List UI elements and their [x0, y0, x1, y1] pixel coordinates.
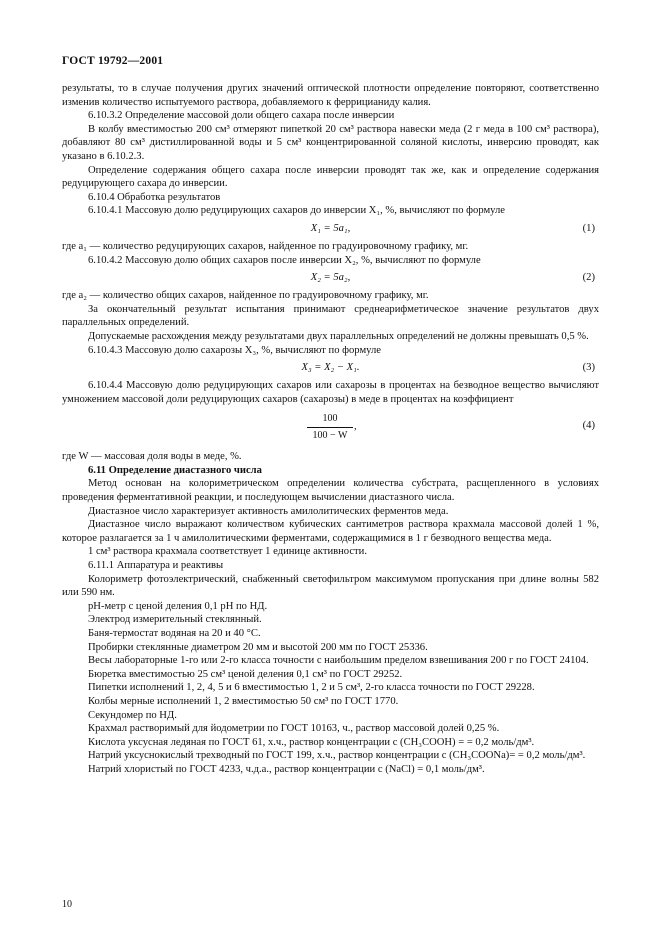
page-number: 10 [62, 899, 72, 910]
list-item: Колориметр фотоэлектрический, снабженный светофильтром максимумом пропускания при длине волны 582 или 590 нм. [62, 573, 599, 599]
list-item: Пипетки исполнений 1, 2, 4, 5 и 6 вместимостью 1, 2 и 5 см³, 2-го класса точности по ГОСТ 29228. [88, 682, 535, 694]
list-item: Натрий уксуснокислый трехводный по ГОСТ 199, х.ч., раствор концентрации c (CH₃COONa)= = 0,2 моль/дм³. [88, 750, 586, 762]
list-item: Баня-термостат водяная на 20 и 40 °С. [88, 628, 261, 639]
paragraph: 1 см³ раствора крахмала соответствует 1 единице активности. [88, 546, 367, 558]
subsection-heading: 6.10.4 Обработка результатов [88, 191, 221, 203]
subsection-heading: 6.11.1 Аппаратура и реактивы [88, 560, 224, 572]
fraction-denominator: 100 − W [312, 429, 348, 441]
formula-tail: , [354, 421, 357, 433]
formula-expression: X₂ = 5a₂, [310, 272, 351, 284]
list-item: Пробирки стеклянные диаметром 20 мм и высотой 200 мм по ГОСТ 25336. [88, 641, 428, 653]
paragraph: Определение содержания общего сахара после инверсии проводят так же, как и определение содержания редуцирующего сахара до инверсии. [62, 164, 599, 190]
paragraph: Диастазное число выражают количеством кубических сантиметров раствора крахмала массовой долей 1 %, которое разлагается за 1 ч амилолитическими ферментами, содержащимися в 1 г безводного вещества меда. [62, 519, 599, 544]
formula-3 [62, 357, 599, 379]
paragraph: Допускаемые расхождения между результатами двух параллельных определений не должны превышать 0,5 %. [88, 330, 589, 342]
paragraph: результаты, то в случае получения других значений оптической плотности определение повторяют, соответственно изменив количество испытуемого раствора, добавляемого к феррицианиду калия. [62, 83, 599, 108]
paragraph: Диастазное число характеризует активность амилолитических ферментов меда. [88, 505, 449, 517]
page-header-title: ГОСТ 19792—2001 [62, 55, 164, 67]
list-item: pH-метр с ценой деления 0,1 pH по НД. [88, 600, 268, 612]
list-item: Весы лабораторные 1-го или 2-го класса точности с наибольшим пределом взвешивания 200 г по ГОСТ 24104. [88, 655, 589, 667]
list-item: Крахмал растворимый для йодометрии по ГОСТ 10163, ч., раствор массовой долей 0,25 %. [88, 723, 500, 735]
paragraph: 6.10.4.1 Массовую долю редуцирующих сахаров до инверсии X₁, %, вычисляют по формуле [88, 205, 505, 217]
paragraph: 6.10.4.3 Массовую долю сахарозы X₃, %, вычисляют по формуле [88, 344, 381, 356]
list-item: Колбы мерные исполнений 1, 2 вместимостью 50 см³ по ГОСТ 1770. [88, 695, 399, 707]
subsection-heading: 6.10.3.2 Определение массовой доли общего сахара после инверсии [88, 110, 395, 122]
section-heading: 6.11 Определение диастазного числа [88, 464, 262, 476]
paragraph: Метод основан на колориметрическом определении количества субстрата, расщепленного в условиях проведения ферментативной реакции, и последующем вычислении диастазного числа. [62, 478, 599, 504]
fraction [307, 412, 353, 442]
formula-number: (1) [582, 222, 595, 234]
list-item: Секундомер по НД. [88, 709, 177, 721]
formula-expression: X₃ = X₂ − X₁. [301, 362, 360, 374]
paragraph: За окончательный результат испытания принимают среднеарифметическое значение результатов двух параллельных определений. [62, 303, 599, 329]
paragraph: где a₂ — количество общих сахаров, найденное по градуировочному графику, мг. [62, 290, 429, 302]
formula-2 [62, 267, 599, 289]
paragraph: где W — массовая доля воды в меде, %. [62, 451, 242, 463]
paragraph: В колбу вместимостью 200 см³ отмеряют пипеткой 20 см³ раствора навески меда (2 г меда в 100 см³ раствора), добавляют 80 см³ дистиллированной воды и 5 см³ концентрированной соляной кислоты, инверсию проводят, как указано в 6.10.2.3. [62, 123, 599, 162]
list-item: Натрий хлористый по ГОСТ 4233, ч.д.а., раствор концентрации c (NaCl) = 0,1 моль/дм³. [88, 763, 485, 775]
paragraph: 6.10.4.4 Массовую долю редуцирующих сахаров или сахарозы в процентах на безводное вещество вычисляют умножением массовой доли редуцирующих сахаров (сахарозы) в меде в процентах на коэффициент [62, 380, 599, 405]
paragraph: 6.10.4.2 Массовую долю общих сахаров после инверсии X₂, %, вычисляют по формуле [88, 254, 481, 266]
document-body [62, 82, 599, 777]
list-item: Электрод измерительный стеклянный. [88, 614, 262, 626]
list-item: Кислота уксусная ледяная по ГОСТ 61, х.ч., раствор концентрации c (CH₃COOH) = = 0,2 моль/дм³. [88, 736, 535, 748]
formula-1 [62, 218, 599, 240]
list-item: Бюретка вместимостью 25 см³ ценой деления 0,1 см³ по ГОСТ 29252. [88, 668, 403, 680]
formula-number: (4) [582, 420, 595, 432]
formula-expression: X₁ = 5a₁, [310, 222, 351, 234]
formula-number: (3) [582, 362, 595, 374]
formula-4 [62, 412, 599, 446]
formula-number: (2) [582, 272, 595, 284]
fraction-numerator: 100 [307, 412, 353, 428]
paragraph: где a₁ — количество редуцирующих сахаров, найденное по градуировочному графику, мг. [62, 240, 469, 252]
